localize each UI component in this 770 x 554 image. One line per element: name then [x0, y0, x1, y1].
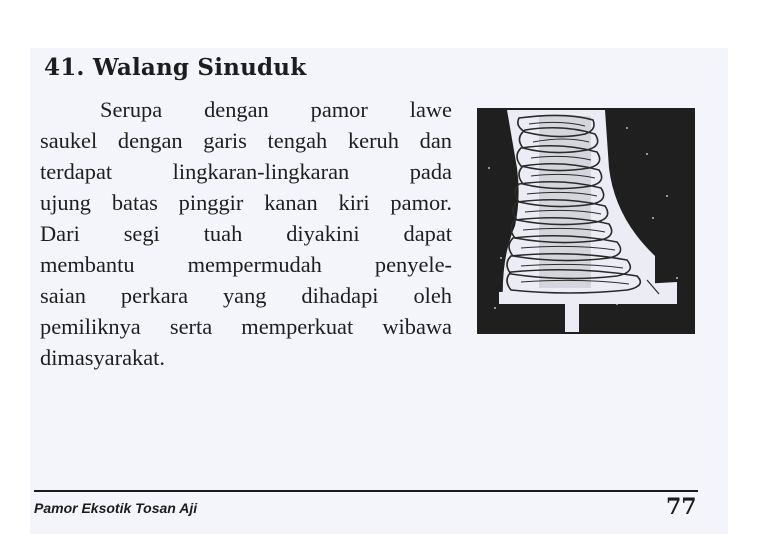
keris-blade-pamor-illustration-icon	[477, 108, 695, 334]
body-line: pemiliknya serta memperkuat wibawa	[40, 314, 452, 339]
body-line: dimasyarakat.	[40, 345, 165, 370]
body-line: membantu mempermudah penyele-	[40, 252, 452, 277]
article-title: 41. Walang Sinuduk	[44, 54, 307, 81]
body-line: saian perkara yang dihadapi oleh	[40, 283, 452, 308]
body-line: saukel dengan garis tengah keruh dan	[40, 128, 452, 153]
body-line: Dari segi tuah diyakini dapat	[40, 221, 452, 246]
article-body	[40, 94, 452, 373]
body-line: terdapat lingkaran-lingkaran pada	[40, 159, 452, 184]
book-page	[30, 48, 728, 534]
footer-rule	[34, 490, 698, 492]
footer-book-title: Pamor Eksotik Tosan Aji	[34, 500, 198, 516]
page-number: 77	[666, 494, 697, 520]
body-line: ujung batas pinggir kanan kiri pamor.	[40, 190, 452, 215]
body-line: Serupa dengan pamor lawe	[100, 97, 452, 122]
